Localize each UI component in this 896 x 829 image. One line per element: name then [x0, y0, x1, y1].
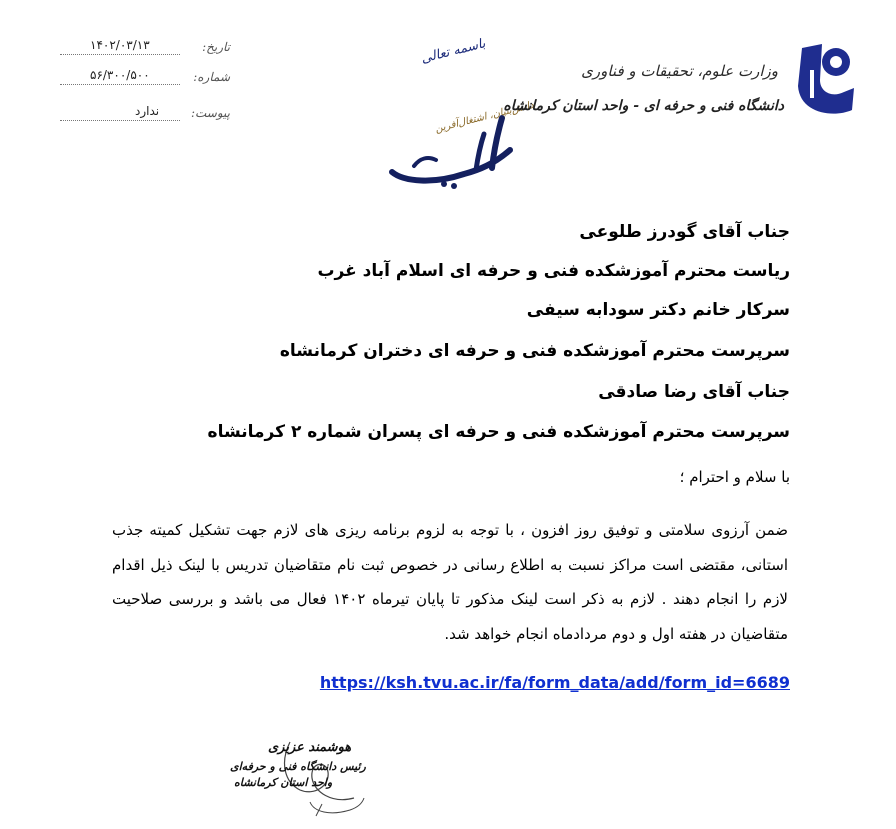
- attachment-field: [60, 106, 230, 128]
- number-dotted-line: [60, 84, 180, 85]
- date-field: [60, 40, 230, 62]
- date-dotted-line: [60, 54, 180, 55]
- slogan-calligraphy-logo: [384, 99, 535, 190]
- attachment-value: ندارد: [135, 104, 160, 118]
- attachment-dotted-line: [60, 120, 180, 121]
- number-value: ۵۶/۳۰۰/۵۰۰: [90, 68, 150, 82]
- recipient-line-4: سرپرست محترم آموزشکده فنی و حرفه ای دختران کرمانشاه: [279, 341, 790, 361]
- signatory-name: هوشمند عزیزی: [268, 740, 352, 755]
- attachment-label: پیوست:: [190, 106, 230, 120]
- recipient-line-1: جناب آقای گودرز طلوعی: [579, 222, 790, 242]
- number-label: شماره:: [193, 70, 230, 84]
- registration-link[interactable]: https://ksh.tvu.ac.ir/fa/form_data/add/form_id=6689: [319, 673, 790, 692]
- ministry-name: وزارت علوم، تحقیقات و فناوری: [581, 62, 778, 80]
- signatory-title-line1: رئیس دانشگاه فنی و حرفه‌ای: [230, 760, 366, 773]
- university-name: دانشگاه فنی و حرفه ای - واحد استان کرمانشاه: [503, 98, 784, 114]
- greeting: با سلام و احترام ؛: [679, 468, 790, 486]
- basmala-text: باسمه تعالی: [419, 36, 488, 67]
- recipient-line-2: ریاست محترم آموزشکده فنی و حرفه ای اسلام آباد غرب: [317, 261, 790, 281]
- recipient-line-3: سرکار خانم دکتر سودابه سیفی: [526, 300, 790, 320]
- signatory-title-line2: واحد استان کرمانشاه: [234, 776, 333, 789]
- recipient-line-5: جناب آقای رضا صادقی: [598, 382, 790, 402]
- date-label: تاریخ:: [202, 40, 230, 54]
- recipient-line-6: سرپرست محترم آموزشکده فنی و حرفه ای پسران شماره ۲ کرمانشاه: [207, 422, 790, 442]
- slogan-subtext: دانش‌بنیان، اشتغال‌آفرین: [434, 99, 535, 135]
- number-field: [60, 70, 230, 92]
- university-logo-icon: [792, 40, 862, 118]
- letter-body: ضمن آرزوی سلامتی و توفیق روز افزون ، با توجه به لزوم برنامه ریزی های لازم جهت تشکیل کمیته جذب استانی، مقتضی است مراکز نسبت به اطلاع رسانی در خصوص ثبت نام متقاضیان تدریس با لینک ذیل اقدام لازم را انجام دهند . لازم به ذکر است لینک مذکور تا پایان تیرماه ۱۴۰۲ فعال می باشد و بررسی صلاحیت متقاضیان در هفته اول و دوم مردادماه انجام خواهد شد.: [112, 521, 788, 643]
- date-value: ۱۴۰۲/۰۳/۱۳: [90, 38, 150, 52]
